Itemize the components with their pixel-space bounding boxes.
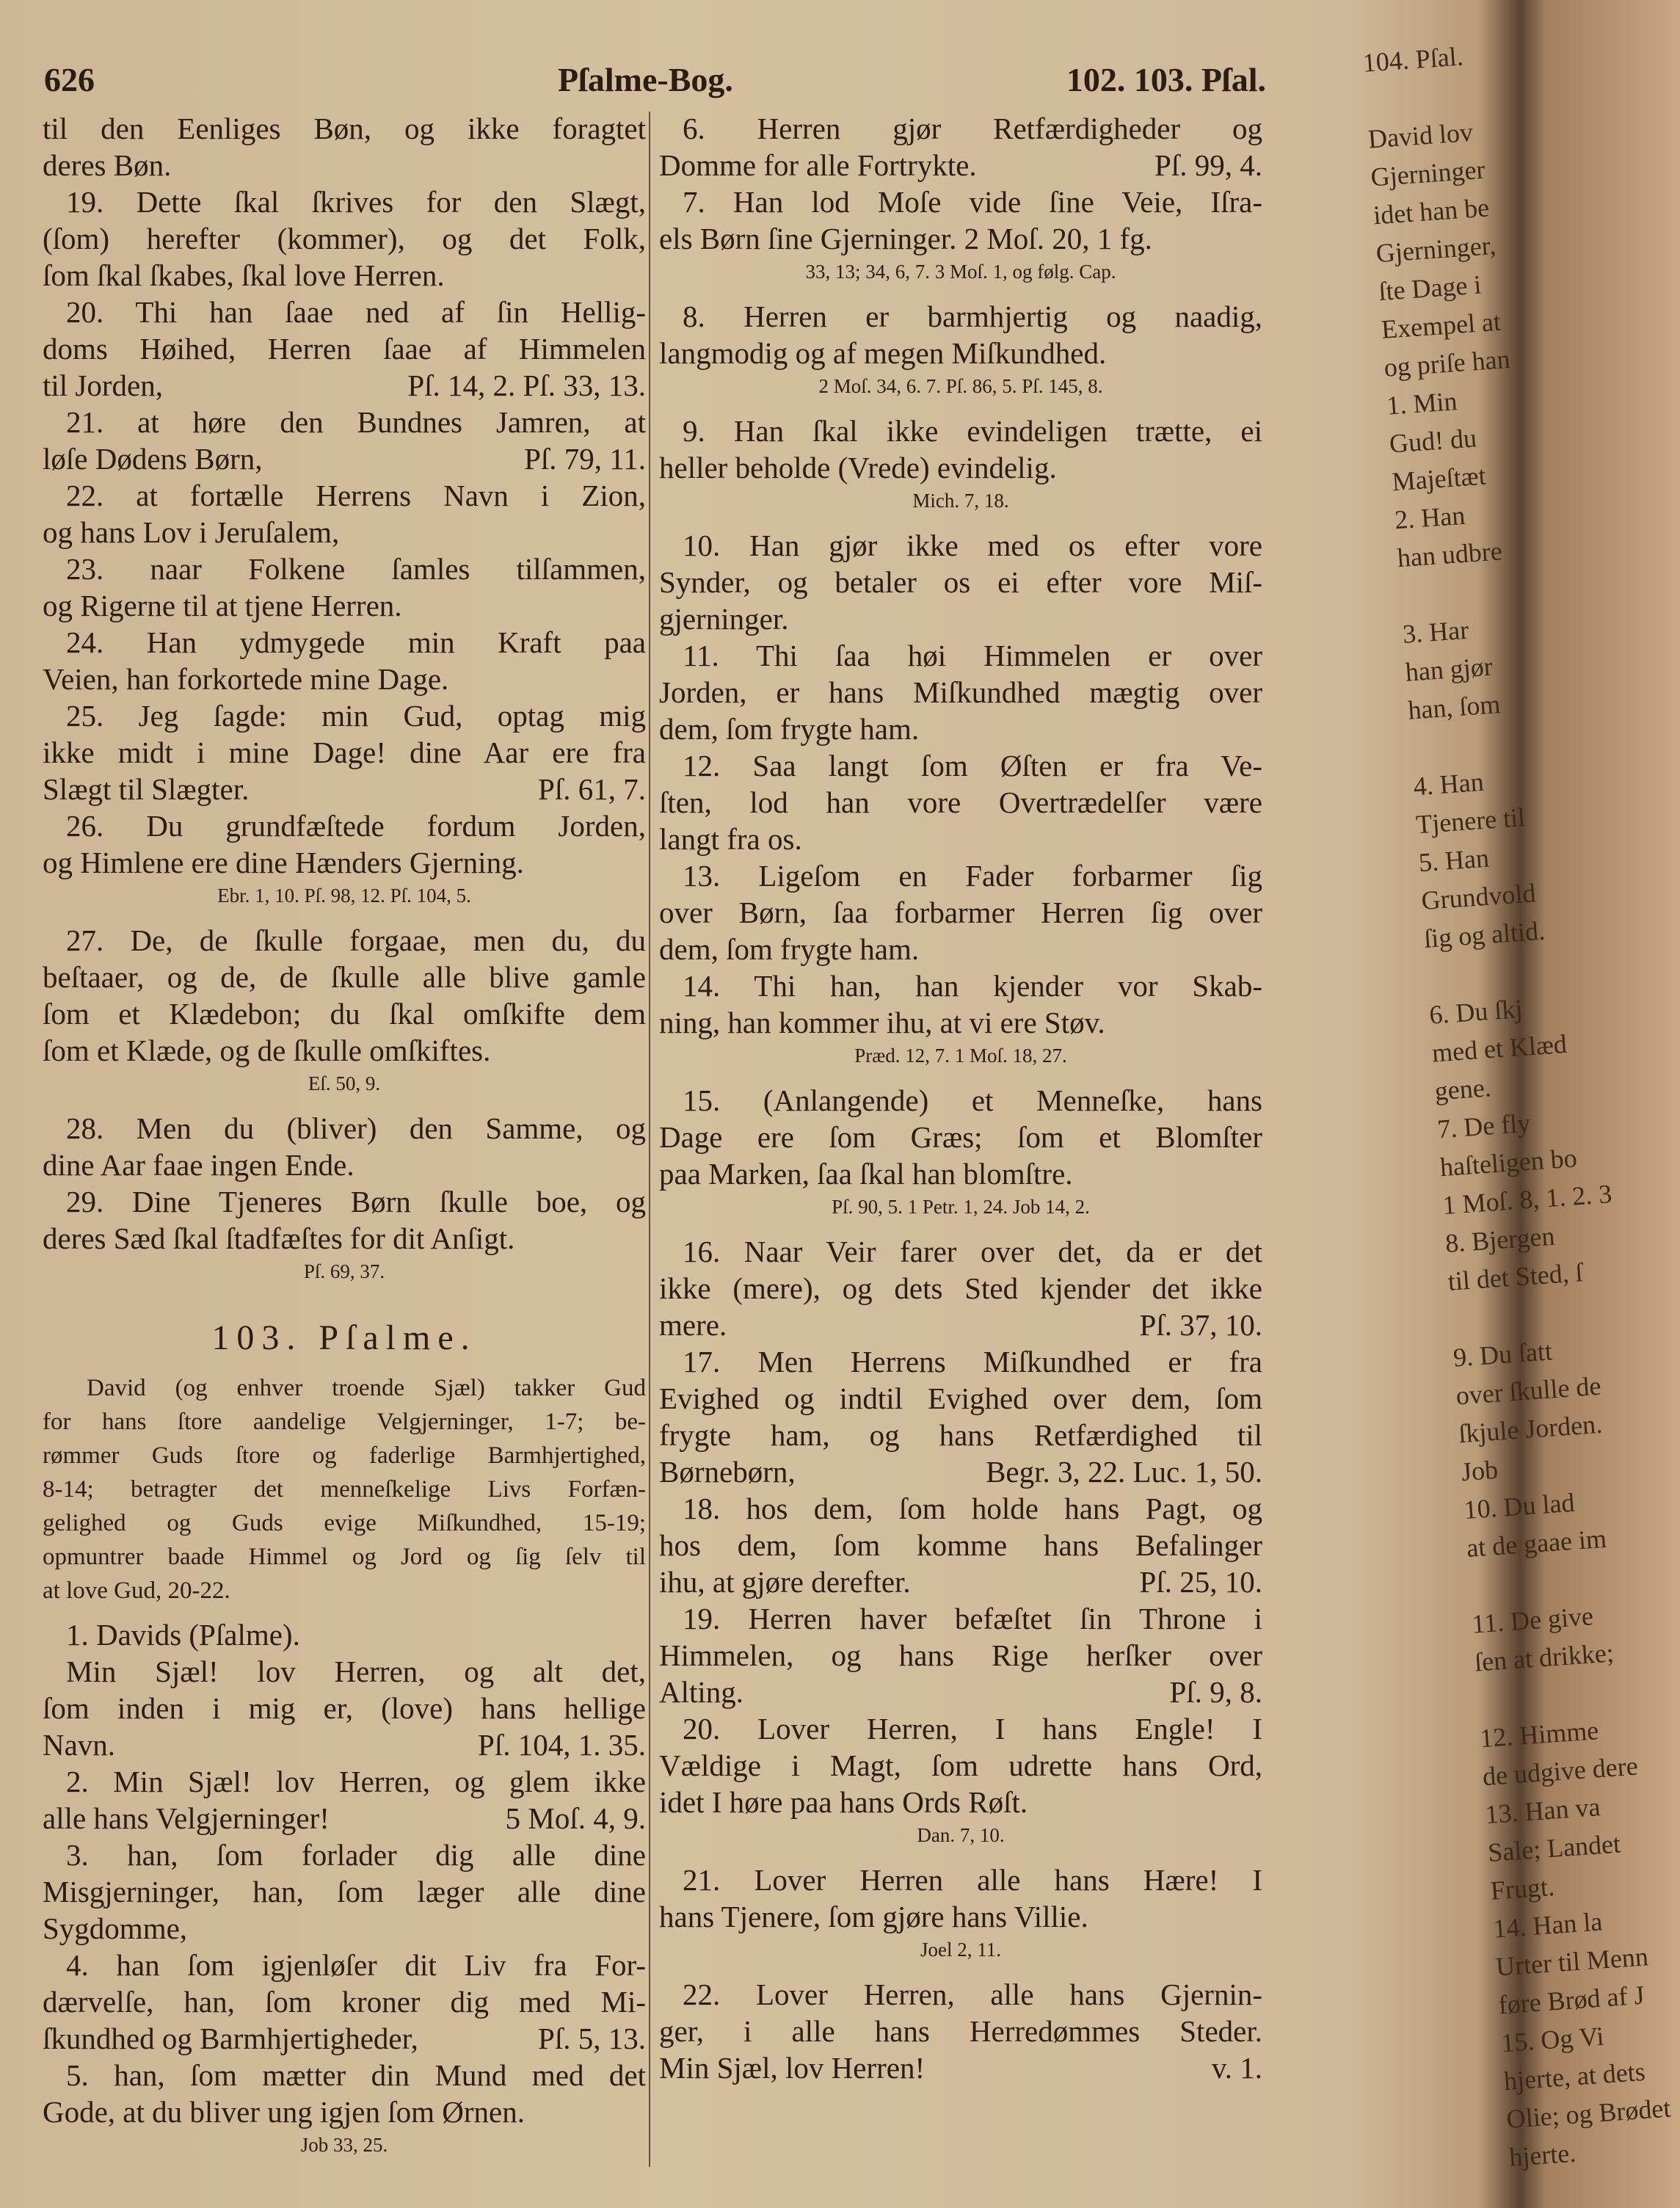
- verse-text: 19. Herren haver befæſtet ſin Throne i: [683, 1602, 1262, 1635]
- verse-text: Dage ere ſom Græs; ſom et Blomſter: [659, 1120, 1262, 1154]
- verse-line: [43, 257, 646, 294]
- verse-text: els Børn ſine Gjerninger. 2 Moſ. 20, 1 fg.: [659, 222, 1152, 255]
- verse-line: [659, 821, 1262, 857]
- facing-page-line: 104. Pſal.: [1361, 41, 1464, 78]
- verse-line: [659, 1862, 1262, 1898]
- psalm-summary-line: David (og enhver troende Sjæl) takker Gud: [87, 1375, 646, 1401]
- verse-text: og Himlene ere dine Hænders Gjerning.: [43, 846, 524, 879]
- cross-reference: Pſ. 99, 4.: [1154, 148, 1262, 182]
- facing-page-line: 1 Moſ. 8, 1. 2. 3: [1441, 1179, 1613, 1221]
- verse-line: [43, 771, 646, 807]
- facing-page-line: Job: [1460, 1454, 1499, 1487]
- verse-line: [659, 1119, 1262, 1155]
- verse-text: 14. Thi han, han kjender vor Skab-: [683, 969, 1262, 1003]
- verse-text: 4. han ſom igjenløſer dit Liv fra For-: [66, 1948, 646, 1982]
- verse-line: [43, 661, 646, 697]
- verse-line: [43, 1183, 646, 1220]
- facing-page-line: de udgive dere: [1481, 1751, 1639, 1792]
- facing-page-line: 15. Og Vi: [1500, 2021, 1605, 2058]
- verse-text: beſtaaer, og de, de ſkulle alle blive gamle: [43, 960, 646, 994]
- cross-reference: Pſ. 25, 10.: [1139, 1565, 1262, 1599]
- facing-page-line: ſen at drikke;: [1473, 1638, 1615, 1677]
- cross-reference: Pſ. 104, 1. 35.: [478, 1728, 646, 1762]
- scripture-reference: 33, 13; 34, 6, 7. 3 Moſ. 1, og følg. Cap.: [805, 261, 1116, 283]
- facing-page-line: haſteligen bo: [1439, 1143, 1578, 1183]
- facing-page-line: Sale; Landet: [1486, 1828, 1622, 1867]
- verse-line: [659, 1710, 1262, 1747]
- verse-line: [43, 184, 646, 220]
- verse-line: [43, 440, 646, 477]
- verse-line: [43, 404, 646, 440]
- cross-reference: Pſ. 37, 10.: [1139, 1308, 1262, 1342]
- verse-text: og hans Lov i Jeruſalem,: [43, 515, 340, 549]
- verse-text: 8. Herren er barmhjertig og naadig,: [683, 299, 1262, 333]
- verse-line: [43, 330, 646, 367]
- verse-line: [659, 967, 1262, 1004]
- verse-text: gjerninger.: [659, 602, 789, 636]
- verse-text: løſe Dødens Børn,: [43, 442, 263, 476]
- verse-text: 5. han, ſom mætter din Mund med det: [66, 2058, 646, 2092]
- facing-page-line: 7. De fly: [1436, 1108, 1532, 1144]
- verse-line: [659, 413, 1262, 449]
- verse-line: [659, 1307, 1262, 1343]
- verse-text: 7. Han lod Moſe vide ſine Veie, Iſra-: [683, 185, 1262, 219]
- verse-line: [659, 1380, 1262, 1417]
- scripture-reference: Mich. 7, 18.: [912, 490, 1009, 512]
- verse-text: Veien, han forkortede mine Dage.: [43, 662, 449, 696]
- verse-text: Slægt til Slægter.: [43, 772, 250, 806]
- verse-text: heller beholde (Vrede) evindelig.: [659, 451, 1057, 484]
- verse-line: [659, 1564, 1262, 1600]
- verse-text: Alting.: [659, 1675, 744, 1709]
- verse-line: [659, 2013, 1262, 2049]
- verse-line: [43, 995, 646, 1032]
- verse-text: ſkundhed og Barmhjertigheder,: [43, 2022, 418, 2055]
- facing-page-line: og priſe han: [1383, 344, 1511, 382]
- verse-text: Børnebørn,: [659, 1455, 796, 1489]
- verse-line: [43, 1910, 646, 1947]
- cross-reference: Begr. 3, 22. Luc. 1, 50.: [986, 1455, 1262, 1489]
- verse-line: [43, 734, 646, 771]
- spacer: [43, 1608, 646, 1616]
- verse-text: Min Sjæl, lov Herren!: [659, 2051, 926, 2085]
- verse-line: [659, 564, 1262, 600]
- verse-text: Evighed og indtil Evighed over dem, ſom: [659, 1381, 1262, 1415]
- verse-line: [659, 335, 1262, 371]
- verse-text: 20. Lover Herren, I hans Engle! I: [683, 1712, 1262, 1746]
- right-column: [659, 110, 1262, 2086]
- scripture-reference: Pſ. 69, 37.: [303, 1260, 385, 1282]
- scripture-reference: Job 33, 25.: [300, 2134, 388, 2156]
- verse-text: Navn.: [43, 1728, 116, 1762]
- verse-text: 13. Ligeſom en Fader forbarmer ſig: [683, 859, 1262, 893]
- verse-line: [659, 894, 1262, 931]
- verse-text: ſom et Klæde, og de ſkulle omſkiftes.: [43, 1034, 491, 1067]
- verse-text: ſom et Klædebon; du ſkal omſkifte dem: [43, 997, 646, 1031]
- verse-text: over Børn, ſaa forbarmer Herren ſig over: [659, 896, 1262, 929]
- verse-text: ikke (mere), og dets Sted kjender det ikke: [659, 1271, 1262, 1305]
- verse-line: [659, 1233, 1262, 1270]
- psalm-summary-line: gelighed og Guds evige Miſkundhed, 15-19;: [43, 1510, 646, 1536]
- facing-page-line: Exempel at: [1380, 306, 1502, 345]
- facing-page-line: Tjenere til: [1414, 802, 1527, 840]
- verse-text: 26. Du grundfæſtede fordum Jorden,: [66, 809, 646, 843]
- verse-line: [43, 1653, 646, 1690]
- facing-page-line: 2. Han: [1393, 500, 1466, 535]
- verse-text: 10. Han gjør ikke med os efter vore: [683, 529, 1262, 562]
- verse-line: [659, 298, 1262, 335]
- verse-line: [43, 1690, 646, 1726]
- facing-page-line: Gjerninger,: [1375, 230, 1497, 269]
- verse-line: [659, 1976, 1262, 2013]
- verse-text: hos dem, ſom komme hans Befalinger: [659, 1528, 1262, 1562]
- verse-text: ihu, at gjøre derefter.: [659, 1565, 911, 1599]
- verse-line: [659, 1417, 1262, 1453]
- cross-reference: Pſ. 14, 2. Pſ. 33, 13.: [407, 368, 646, 402]
- verse-text: frygte ham, og hans Retfærdighed til: [659, 1418, 1262, 1452]
- verse-text: langmodig og af megen Miſkundhed.: [659, 336, 1107, 370]
- psalm-summary-line: at love Gud, 20-22.: [43, 1577, 230, 1604]
- psalm-summary-line: opmuntrer baade Himmel og Jord og ſig ſelv til: [43, 1544, 646, 1570]
- verse-line: [659, 747, 1262, 784]
- verse-line: [43, 1220, 646, 1257]
- psalm-summary-line: rømmer Guds ſtore og faderlige Barmhjertighed,: [43, 1442, 646, 1469]
- verse-text: 12. Saa langt ſom Øſten er fra Ve-: [683, 749, 1262, 782]
- verse-text: til den Eenliges Bøn, og ikke foragtet: [43, 112, 646, 145]
- verse-line: [43, 1983, 646, 2020]
- verse-line: [659, 600, 1262, 637]
- verse-text: idet I høre paa hans Ords Røſt.: [659, 1785, 1028, 1819]
- facing-page-line: 12. Himme: [1479, 1715, 1600, 1754]
- verse-line: [659, 449, 1262, 486]
- verse-line: [43, 477, 646, 514]
- facing-page-line: han, ſom: [1407, 689, 1502, 725]
- verse-text: ning, han kommer ihu, at vi ere Støv.: [659, 1006, 1105, 1039]
- verse-line: [659, 1270, 1262, 1307]
- verse-text: hans Tjenere, ſom gjøre hans Villie.: [659, 1900, 1088, 1933]
- scripture-reference: Eſ. 50, 9.: [308, 1072, 381, 1094]
- verse-text: dærvelſe, han, ſom kroner dig med Mi-: [43, 1985, 646, 2019]
- facing-page-line: 3. Har: [1401, 614, 1470, 649]
- verse-text: 23. naar Folkene ſamles tilſammen,: [66, 552, 646, 586]
- verse-text: til Jorden,: [43, 368, 163, 402]
- verse-text: ger, i alle hans Herredømmes Steder.: [659, 2014, 1262, 2048]
- facing-page-line: David lov: [1367, 117, 1474, 154]
- verse-text: deres Bøn.: [43, 148, 172, 182]
- verse-line: [659, 1343, 1262, 1380]
- verse-line: [43, 1947, 646, 1983]
- verse-line: [659, 527, 1262, 564]
- verse-text: 21. Lover Herren alle hans Hære! I: [683, 1863, 1262, 1897]
- facing-page-line: 8. Bjergen: [1444, 1221, 1556, 1258]
- running-head: 102. 103. Pſal.: [1066, 61, 1266, 98]
- verse-text: og Rigerne til at tjene Herren.: [43, 589, 402, 622]
- verse-line: [659, 637, 1262, 674]
- verse-text: 25. Jeg ſagde: min Gud, optag mig: [66, 699, 646, 733]
- verse-text: 29. Dine Tjeneres Børn ſkulle boe, og: [66, 1185, 646, 1219]
- verse-text: 3. han, ſom forlader dig alle dine: [66, 1838, 646, 1872]
- facing-page-line: Urter til Menn: [1494, 1942, 1650, 1982]
- verse-line: [43, 1032, 646, 1069]
- verse-line: [659, 674, 1262, 711]
- scripture-reference: Ebr. 1, 10. Pſ. 98, 12. Pſ. 104, 5.: [217, 885, 471, 907]
- cross-reference: Pſ. 61, 7.: [538, 772, 646, 806]
- verse-text: Vældige i Magt, ſom udrette hans Ord,: [659, 1748, 1262, 1782]
- verse-text: Sygdomme,: [43, 1911, 188, 1945]
- verse-text: dem, ſom frygte ham.: [659, 932, 920, 966]
- verse-text: 11. Thi ſaa høi Himmelen er over: [683, 639, 1262, 672]
- verse-line: [659, 711, 1262, 747]
- facing-page-line: til det Sted, ſ: [1447, 1257, 1584, 1296]
- facing-page-line: Majeſtæt: [1391, 460, 1487, 497]
- verse-text: mere.: [659, 1308, 727, 1342]
- facing-page-line: Olie; og Brødet: [1505, 2093, 1672, 2135]
- facing-page-line: 4. Han: [1412, 766, 1485, 802]
- verse-line: [43, 110, 646, 147]
- facing-page-line: føre Brød af J: [1497, 1980, 1646, 2020]
- verse-line: [43, 922, 646, 959]
- verse-text: (ſom) herefter (kommer), og det Folk,: [43, 222, 646, 255]
- verse-line: [43, 1837, 646, 1873]
- column-divider: [649, 112, 650, 2167]
- verse-text: 9. Han ſkal ikke evindeligen trætte, ei: [683, 414, 1262, 448]
- verse-line: [43, 367, 646, 404]
- verse-line: [659, 1600, 1262, 1637]
- verse-text: 15. (Anlangende) et Menneſke, hans: [683, 1083, 1262, 1117]
- verse-line: [659, 2049, 1262, 2086]
- verse-text: doms Høihed, Herren ſaae af Himmelen: [43, 332, 646, 366]
- verse-line: [43, 2020, 646, 2057]
- verse-line: [43, 1800, 646, 1837]
- facing-page-line: 13. Han va: [1484, 1792, 1601, 1830]
- verse-line: [43, 624, 646, 661]
- verse-text: ſom ſkal ſkabes, ſkal love Herren.: [43, 258, 445, 292]
- facing-page-line: han gjør: [1404, 651, 1494, 687]
- book-title: Pſalme-Bog.: [558, 61, 733, 98]
- verse-line: [43, 844, 646, 881]
- verse-line: [659, 857, 1262, 894]
- verse-line: [659, 1155, 1262, 1192]
- verse-line: [659, 1490, 1262, 1527]
- facing-page-line: ſkjule Jorden.: [1458, 1409, 1604, 1449]
- verse-text: 22. at fortælle Herrens Navn i Zion,: [66, 479, 646, 512]
- verse-line: [659, 784, 1262, 821]
- scripture-reference: 2 Moſ. 34, 6. 7. Pſ. 86, 5. Pſ. 145, 8.: [818, 375, 1103, 397]
- verse-line: [43, 1763, 646, 1800]
- verse-text: dine Aar faae ingen Ende.: [43, 1148, 354, 1182]
- verse-text: ſten, lod han vore Overtrædelſer være: [659, 785, 1262, 819]
- facing-page-line: Gud! du: [1388, 423, 1478, 459]
- scripture-reference: Joel 2, 11.: [920, 1939, 1001, 1961]
- facing-page-line: Gjerninger: [1370, 154, 1486, 192]
- verse-line: [43, 1110, 646, 1147]
- verse-text: 22. Lover Herren, alle hans Gjernin-: [683, 1978, 1262, 2011]
- psalm-summary-line: for hans ſtore aandelige Velgjerninger, 1-7; be-: [43, 1409, 646, 1435]
- cross-reference: 5 Moſ. 4, 9.: [505, 1801, 646, 1835]
- verse-text: dem, ſom frygte ham.: [659, 712, 920, 746]
- verse-line: [43, 220, 646, 257]
- verse-line: [43, 2057, 646, 2093]
- verse-line: [43, 294, 646, 330]
- psalm-heading: 103. Pſalme.: [211, 1318, 477, 1357]
- verse-text: Domme for alle Fortrykte.: [659, 148, 977, 182]
- verse-line: [659, 110, 1262, 147]
- verse-text: 19. Dette ſkal ſkrives for den Slægt,: [66, 185, 646, 219]
- verse-line: [659, 1898, 1262, 1935]
- verse-text: Synder, og betaler os ei efter vore Miſ-: [659, 565, 1262, 599]
- verse-line: [43, 587, 646, 624]
- verse-text: paa Marken, ſaa ſkal han blomſtre.: [659, 1157, 1073, 1191]
- verse-text: Jorden, er hans Miſkundhed mægtig over: [659, 675, 1262, 709]
- verse-line: [43, 1726, 646, 1763]
- verse-text: langt fra os.: [659, 822, 802, 856]
- verse-line: [43, 551, 646, 587]
- running-header: [44, 60, 1266, 104]
- verse-line: [659, 931, 1262, 967]
- page-number: 626: [44, 61, 95, 98]
- verse-text: 1. Davids (Pſalme).: [66, 1618, 300, 1652]
- verse-text: 20. Thi han ſaae ned af ſin Hellig-: [66, 295, 646, 329]
- scripture-reference: Pſ. 90, 5. 1 Petr. 1, 24. Job 14, 2.: [832, 1196, 1090, 1218]
- facing-page-line: 10. Du lad: [1463, 1487, 1576, 1525]
- verse-line: [659, 1674, 1262, 1710]
- verse-line: [659, 1784, 1262, 1820]
- verse-line: [659, 1082, 1262, 1119]
- cross-reference: Pſ. 5, 13.: [538, 2022, 646, 2055]
- facing-page-line: 11. De give: [1471, 1601, 1595, 1639]
- verse-text: ikke midt i mine Dage! dine Aar ere fra: [43, 736, 646, 769]
- facing-page-line: med et Klæd: [1430, 1028, 1568, 1068]
- verse-text: 16. Naar Veir farer over det, da er det: [683, 1235, 1262, 1268]
- verse-line: [659, 1527, 1262, 1564]
- verse-line: [659, 1747, 1262, 1784]
- verse-text: 18. hos dem, ſom holde hans Pagt, og: [683, 1492, 1262, 1525]
- verse-text: ſom inden i mig er, (love) hans hellige: [43, 1691, 646, 1725]
- verse-line: [659, 1453, 1262, 1490]
- facing-page-line: 6. Du ſkj: [1428, 993, 1524, 1030]
- facing-page-line: Grundvold: [1420, 878, 1537, 916]
- facing-page-line: over ſkulle de: [1455, 1370, 1602, 1411]
- facing-page-fragment: [1361, 34, 1672, 2176]
- verse-line: [43, 2093, 646, 2130]
- verse-line: [659, 147, 1262, 184]
- verse-line: [43, 807, 646, 844]
- verse-text: 17. Men Herrens Miſkundhed er fra: [683, 1345, 1262, 1379]
- facing-page-line: gene.: [1433, 1072, 1492, 1106]
- left-column: [43, 110, 646, 2171]
- facing-page-line: ſte Dage i: [1378, 269, 1483, 307]
- verse-text: alle hans Velgjerninger!: [43, 1801, 330, 1835]
- verse-line: [659, 1004, 1262, 1041]
- verse-text: Gode, at du bliver ung igjen ſom Ørnen.: [43, 2095, 526, 2129]
- facing-page-line: at de gaae im: [1465, 1523, 1608, 1563]
- verse-text: Himmelen, og hans Rige herſker over: [659, 1638, 1262, 1672]
- facing-page-line: 9. Du ſatt: [1452, 1336, 1554, 1373]
- verse-line: [43, 514, 646, 551]
- facing-page-line: 1. Min: [1386, 386, 1458, 421]
- cross-reference: Pſ. 79, 11.: [524, 442, 646, 476]
- verse-text: 28. Men du (bliver) den Samme, og: [66, 1111, 646, 1145]
- facing-page-line: ſig og altid.: [1422, 915, 1546, 954]
- verse-text: deres Sæd ſkal ſtadfæſtes for dit Anſigt.: [43, 1221, 515, 1255]
- psalm-summary-line: 8-14; betragter det menneſkelige Livs Forfæn-: [43, 1476, 646, 1503]
- verse-line: [43, 1616, 646, 1653]
- facing-page-line: 5. Han: [1417, 843, 1491, 878]
- verse-text: 2. Min Sjæl! lov Herren, og glem ikke: [66, 1765, 646, 1798]
- facing-page-line: 14. Han la: [1492, 1906, 1604, 1944]
- verse-line: [43, 1147, 646, 1183]
- facing-page-line: hjerte.: [1508, 2138, 1577, 2172]
- verse-line: [43, 147, 646, 184]
- verse-text: 27. De, de ſkulle forgaae, men du, du: [66, 923, 646, 957]
- verse-text: Min Sjæl! lov Herren, og alt det,: [66, 1655, 646, 1688]
- verse-line: [43, 697, 646, 734]
- verse-text: Misgjerninger, han, ſom læger alle dine: [43, 1875, 646, 1909]
- facing-page-line: han udbre: [1396, 536, 1503, 573]
- verse-text: 6. Herren gjør Retfærdigheder og: [683, 112, 1262, 145]
- verse-text: 21. at høre den Bundnes Jamren, at: [66, 405, 646, 439]
- verse-text: 24. Han ydmygede min Kraft paa: [66, 625, 646, 659]
- verse-line: [43, 1873, 646, 1910]
- verse-line: [43, 959, 646, 995]
- verse-line: [659, 1637, 1262, 1674]
- facing-page-line: Frugt.: [1489, 1871, 1556, 1906]
- facing-page-line: hjerte, at dets: [1502, 2056, 1646, 2096]
- facing-page-line: idet han be: [1372, 192, 1491, 230]
- verse-line: [659, 220, 1262, 257]
- cross-reference: Pſ. 9, 8.: [1169, 1675, 1262, 1709]
- cross-reference: v. 1.: [1211, 2051, 1262, 2085]
- verse-line: [659, 184, 1262, 220]
- scripture-reference: Dan. 7, 10.: [917, 1824, 1005, 1846]
- scripture-reference: Præd. 12, 7. 1 Moſ. 18, 27.: [854, 1045, 1067, 1067]
